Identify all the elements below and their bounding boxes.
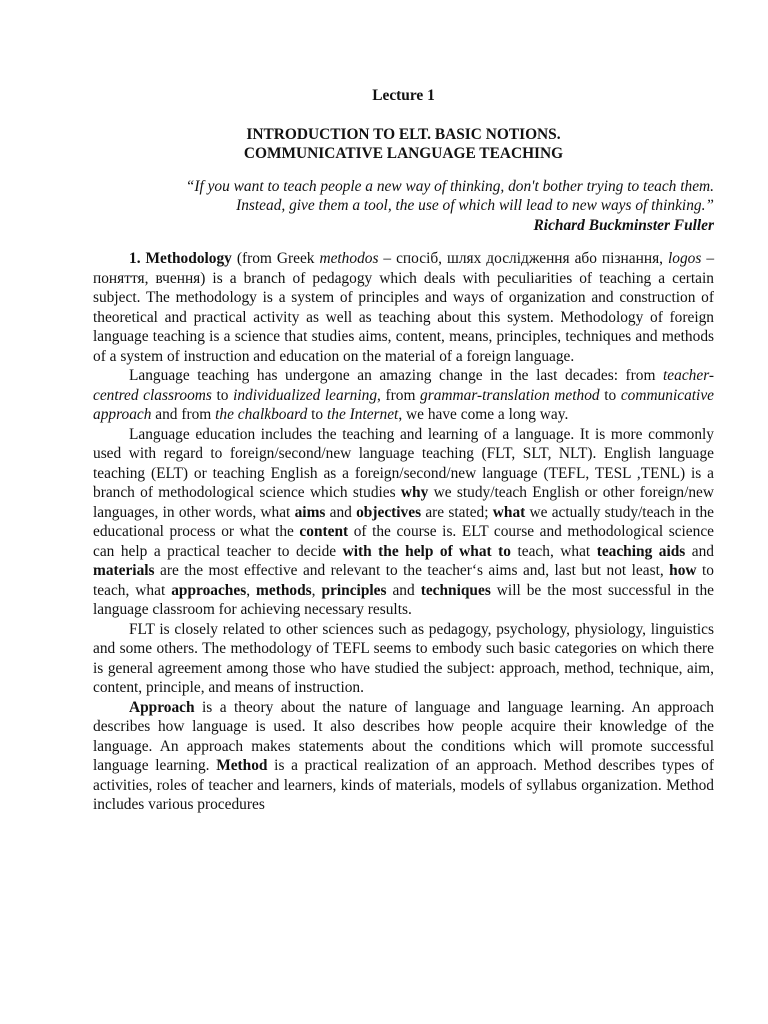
text-span: , (246, 581, 257, 599)
epigraph-author: Richard Buckminster Fuller (533, 216, 714, 234)
bold-term: Method (216, 757, 268, 774)
text-span: – поняття, вчення) is a branch of pedagogy which deals with peculiarities of teaching a certain subject. The methodology is a system of principles and ways of organization and construction of theoretical and practical activity as well as teaching about this system. Methodology of foreign language teaching is a science that studies aims, content, means, principles, techniques and methods of a system of instruction and education on the material of a foreign language. (93, 250, 715, 365)
bold-term: what (492, 503, 526, 521)
text-span: to (307, 406, 327, 423)
italic-term: communicative approach (93, 386, 714, 423)
text-span: , (311, 581, 322, 599)
main-heading (93, 125, 714, 164)
italic-term: teacher-centred classrooms (93, 367, 714, 404)
text-span: of the course is. ELT course and methodological science can help a practical teacher to decide (93, 523, 714, 560)
methodos-term: methodos (319, 250, 379, 267)
italic-term: the Internet (326, 406, 399, 423)
text-span: are the most effective and relevant to the teacher‘s aims and, last but not least, (154, 562, 670, 579)
bold-term: materials (93, 562, 155, 579)
paragraph-change (93, 366, 714, 425)
text-span: Language education includes the teaching and learning of a language. It is more commonly used with regard to foreign/second/new language teaching (FLT, SLT, NLT). English language teaching (ELT) or teaching English as a foreign/second/new language (TEFL, TESL ,TENL) is a branch of methodological science which studies (93, 425, 714, 501)
text-span: is a practical realization of an approach. Method describes types of activities, roles of teacher and learners, kinds of materials, models of syllabus organization. Method includes various procedures (93, 757, 714, 813)
text-span: are stated; (421, 503, 493, 521)
bold-term: teaching aids (596, 542, 686, 560)
text-span: (from Greek (231, 250, 320, 267)
bold-term: content (299, 523, 349, 540)
bold-term: how (669, 562, 697, 579)
document-page (93, 86, 714, 815)
text-span: and (325, 503, 357, 521)
text-span: is a theory about the nature of language and language learning. An approach describes how language is used. It also describes how people acquire their knowledge of the language. An approach makes statements about the conditions which will promote successful language learning. (93, 698, 714, 774)
text-span: we actually study/teach in the educational process or what the (93, 503, 715, 540)
paragraph-language-education (93, 425, 714, 620)
text-span: and (685, 542, 714, 560)
text-span: to (599, 386, 621, 404)
logos-term: logos (667, 250, 702, 267)
italic-term: the chalkboard (215, 406, 308, 423)
text-span: we study/teach English or other foreign/new languages, in other words, what (93, 484, 714, 521)
epigraph-quote-1: “If you want to teach people a new way of thinking, don't bother trying to teach them. (185, 177, 714, 195)
bold-term: why (400, 484, 429, 501)
bold-term: techniques (420, 581, 491, 599)
epigraph (93, 177, 714, 236)
text-span: and from (151, 406, 216, 423)
lecture-title: Lecture 1 (372, 87, 435, 104)
bold-term: objectives (356, 503, 422, 521)
bold-term: principles (321, 581, 387, 599)
italic-term: grammar-translation method (420, 386, 600, 404)
methodology-term: 1. Methodology (129, 250, 232, 267)
text-span: to teach, what (93, 562, 714, 599)
text-span: , we have come a long way. (398, 406, 569, 423)
bold-term: approaches (171, 581, 247, 599)
paragraph-flt-related: FLT is closely related to other sciences such as pedagogy, psychology, physiology, linguistics and some others. The methodology of TEFL seems to embody such basic categories on which there is general agreement among those who have studied the subject: approach, method, technique, aim, content, principle, and means of instruction. (93, 620, 714, 696)
text-span: will be the most successful in the language classroom for achieving necessary results. (93, 581, 714, 618)
heading-line-1: INTRODUCTION TO ELT. BASIC NOTIONS. (246, 125, 561, 143)
paragraph-methodology (93, 249, 714, 366)
text-span: , from (377, 386, 421, 404)
heading-line-2: COMMUNICATIVE LANGUAGE TEACHING (243, 145, 564, 162)
text-span: Language teaching has undergone an amazing change in the last decades: from (129, 367, 664, 384)
text-span: teach, what (511, 542, 597, 560)
text-span: to (211, 386, 234, 404)
text-span: – спосіб, шлях дослідження або пізнання, (378, 250, 668, 267)
bold-term: with the help of what to (342, 542, 511, 560)
bold-term: aims (294, 503, 326, 521)
bold-term: Approach (129, 698, 195, 716)
italic-term: individualized learning (233, 386, 378, 404)
paragraph-approach (93, 698, 714, 815)
text-span: and (386, 581, 421, 599)
epigraph-quote-2: Instead, give them a tool, the use of which will lead to new ways of thinking.” (236, 197, 714, 214)
bold-term: methods (256, 581, 312, 599)
